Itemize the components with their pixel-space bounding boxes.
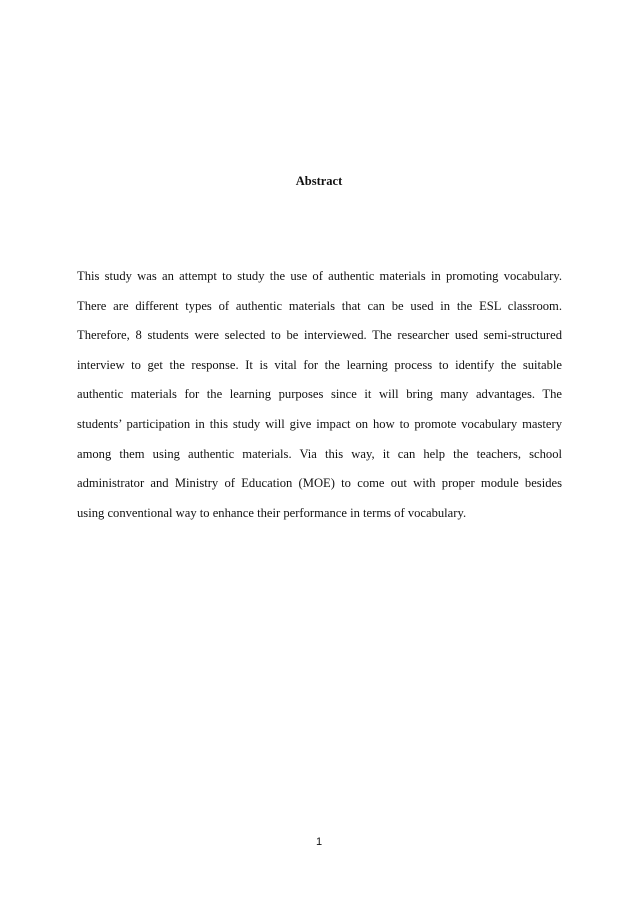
abstract-line: This study was an attempt to study the use of authentic materials in promoting vocabulary. bbox=[77, 269, 562, 283]
abstract-heading: Abstract bbox=[295, 174, 343, 188]
abstract-paragraph bbox=[77, 262, 562, 528]
abstract-line: using conventional way to enhance their performance in terms of vocabulary. bbox=[77, 505, 467, 520]
abstract-line: Therefore, 8 students were selected to be interviewed. The researcher used semi-structured bbox=[77, 328, 562, 343]
abstract-line: There are different types of authentic materials that can be used in the ESL classroom. bbox=[77, 298, 562, 313]
abstract-line: students’ participation in this study will give impact on how to promote vocabulary mastery bbox=[77, 416, 562, 431]
page-number: 1 bbox=[315, 836, 323, 848]
abstract-line: interview to get the response. It is vital for the learning process to identify the suitable bbox=[77, 357, 562, 372]
abstract-line: among them using authentic materials. Via this way, it can help the teachers, school bbox=[77, 446, 562, 461]
abstract-line: administrator and Ministry of Education (MOE) to come out with proper module besides bbox=[77, 476, 562, 491]
abstract-line: authentic materials for the learning purposes since it will bring many advantages. The bbox=[77, 387, 562, 402]
